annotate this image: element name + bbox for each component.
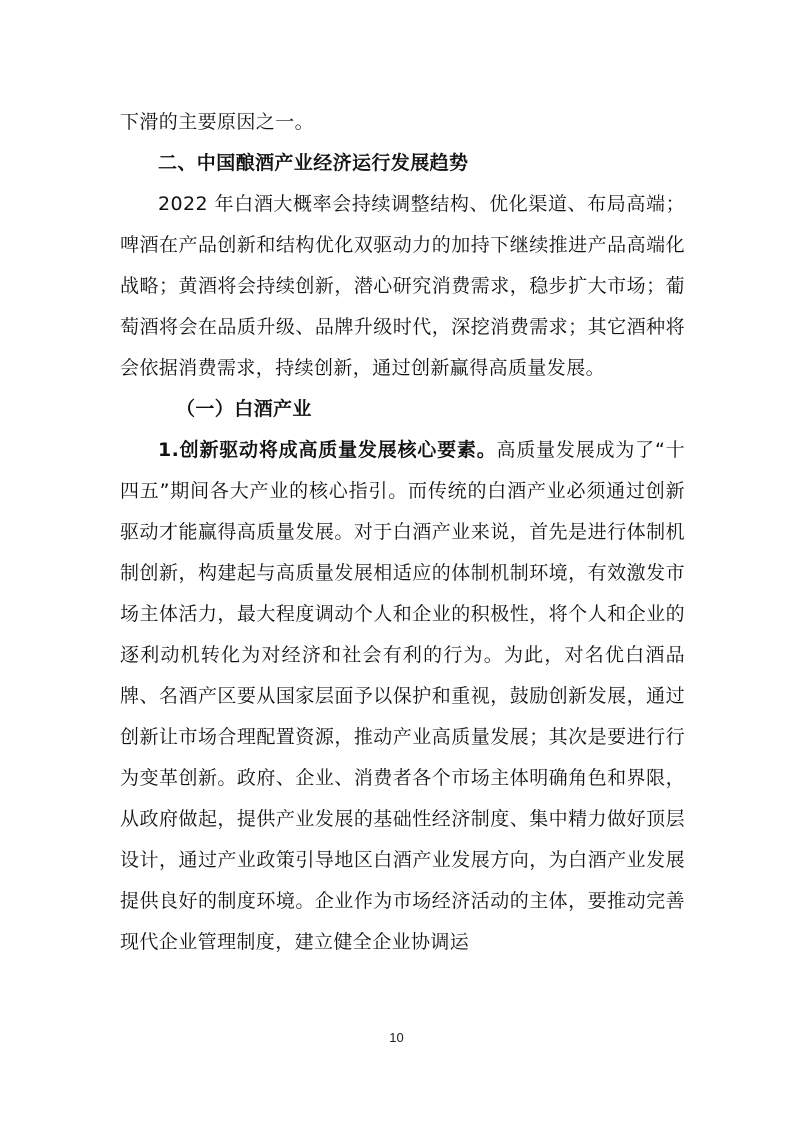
paragraph-trends: 2022 年白酒大概率会持续调整结构、优化渠道、布局高端；啤酒在产品创新和结构优化双驱动力的加持下继续推进产品高端化战略；黄酒将会持续创新，潜心研究消费需求，稳步扩大市场；葡萄酒将会在品质升级、品牌升级时代，深挖消费需求；其它酒种将会依据消费需求，持续创新，通过创新赢得高质量发展。 (120, 193, 685, 379)
subsection-heading: （一）白酒产业 (176, 398, 312, 420)
page-body (120, 102, 685, 963)
section-heading: 二、中国酿酒产业经济运行发展趋势 (158, 152, 469, 174)
paragraph-continuation: 下滑的主要原因之一。 (120, 111, 315, 133)
paragraph-innovation (120, 430, 685, 963)
paragraph-body-text: 高质量发展成为了“十四五”期间各大产业的核心指引。而传统的白酒产业必须通过创新驱动才能赢得高质量发展。对于白酒产业来说，首先是进行体制机制创新，构建起与高质量发展相适应的体制机制环境，有效激发市场主体活力，最大程度调动个人和企业的积极性，将个人和企业的逐利动机转化为对经济和社会有利的行为。为此，对名优白酒品牌、名酒产区要从国家层面予以保护和重视，鼓励创新发展，通过创新让市场合理配置资源，推动产业高质量发展；其次是要进行行为变革创新。政府、企业、消费者各个市场主体明确角色和界限，从政府做起，提供产业发展的基础性经济制度、集中精力做好顶层设计，通过产业政策引导地区白酒产业发展方向，为白酒产业发展提供良好的制度环境。企业作为市场经济活动的主体，要推动完善现代企业管理制度，建立健全企业协调运 (120, 439, 685, 953)
page-number: 10 (389, 1030, 404, 1045)
paragraph-lead-sentence: 1.创新驱动将成高质量发展核心要素。 (158, 439, 497, 461)
